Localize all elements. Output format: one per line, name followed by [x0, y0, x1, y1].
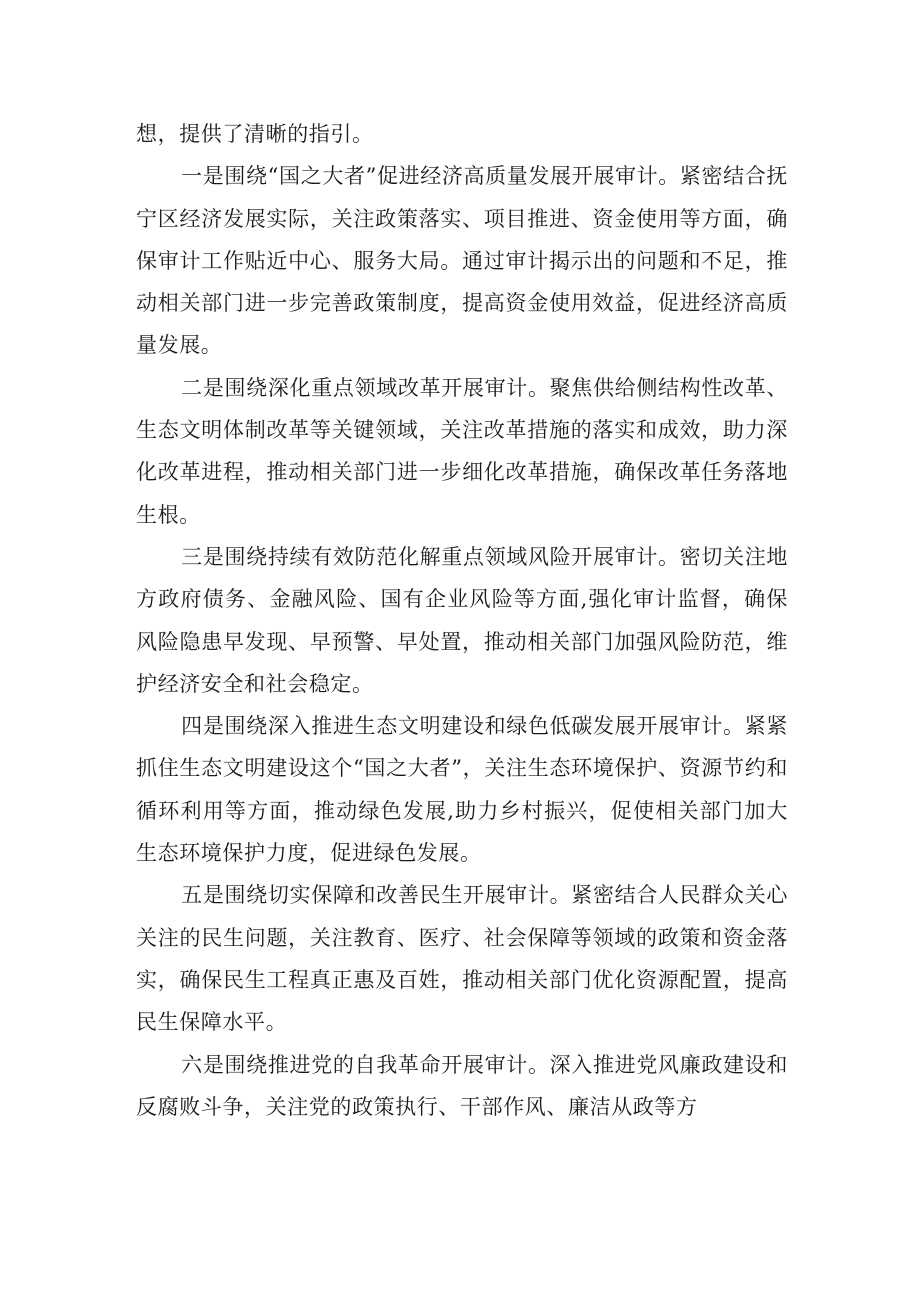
- paragraph-livelihood-audit: 五是围绕切实保障和改善民生开展审计。紧密结合人民群众关心关注的民生问题，关注教育、医疗、社会保障等领域的政策和资金落实，确保民生工程真正惠及百姓，推动相关部门优化资源配置，提高民生保障水平。: [136, 883, 788, 1035]
- document-body: [136, 113, 788, 1128]
- paragraph-continuation: 想，提供了清晰的指引。: [136, 122, 374, 146]
- paragraph-ecology-audit: 四是围绕深入推进生态文明建设和绿色低碳发展开展审计。紧紧抓住生态文明建设这个“国之大者”，关注生态环境保护、资源节约和循环利用等方面，推动绿色发展,助力乡村振兴，促使相关部门加大生态环境保护力度，促进绿色发展。: [136, 714, 788, 866]
- paragraph-economy-audit: 一是围绕“国之大者”促进经济高质量发展开展审计。紧密结合抚宁区经济发展实际，关注政策落实、项目推进、资金使用等方面，确保审计工作贴近中心、服务大局。通过审计揭示出的问题和不足，推动相关部门进一步完善政策制度，提高资金使用效益，促进经济高质量发展。: [136, 164, 788, 358]
- paragraph-risk-audit: 三是围绕持续有效防范化解重点领域风险开展审计。密切关注地方政府债务、金融风险、国有企业风险等方面,强化审计监督，确保风险隐患早发现、早预警、早处置，推动相关部门加强风险防范，维护经济安全和社会稳定。: [136, 544, 788, 696]
- paragraph-party-audit: 六是围绕推进党的自我革命开展审计。深入推进党风廉政建设和反腐败斗争，关注党的政策执行、干部作风、廉洁从政等方: [136, 1052, 788, 1119]
- paragraph-reform-audit: 二是围绕深化重点领域改革开展审计。聚焦供给侧结构性改革、生态文明体制改革等关键领域，关注改革措施的落实和成效，助力深化改革进程，推动相关部门进一步细化改革措施，确保改革任务落地生根。: [136, 375, 788, 527]
